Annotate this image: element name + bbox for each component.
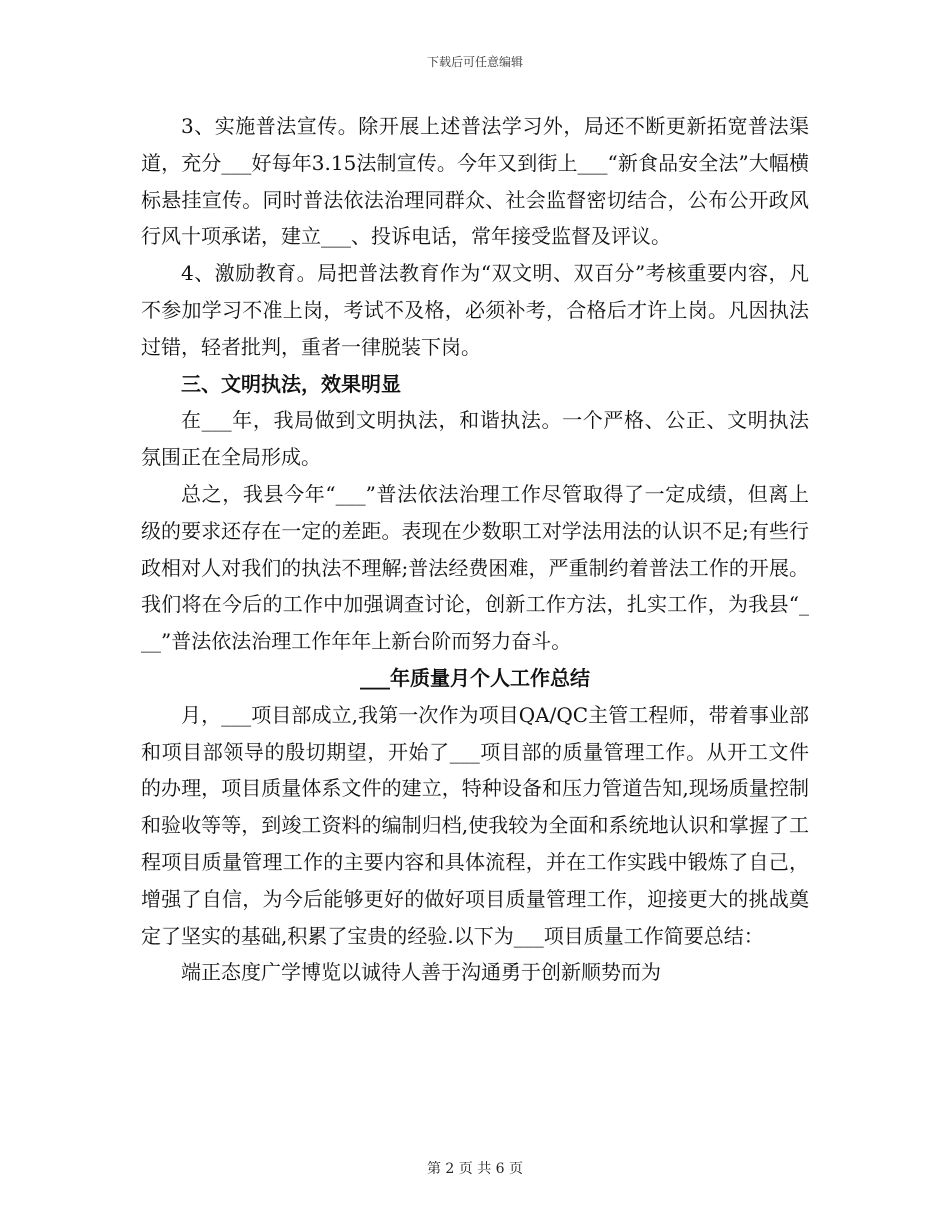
paragraph-conclusion: 总之，我县今年“___”普法依法治理工作尽管取得了一定成绩，但离上级的要求还存在一定的差距。表现在少数职工对学法用法的认识不足;有些行政相对人对我们的执法不理解;普法经费困难，严重制约着普法工作的开展。我们将在今后的工作中加强调查讨论，创新工作方法，扎实工作，为我县“___”普法依法治理工作年年上新台阶而努力奋斗。 — [141, 481, 809, 654]
page-number-footer: 第 2 页 共 6 页 — [426, 1161, 524, 1177]
document-title-quality-summary: ___年质量月个人工作总结 — [360, 665, 590, 690]
section-heading-civilized-enforcement: 三、文明执法，效果明显 — [181, 371, 401, 396]
paragraph-quality-intro: 月，___项目部成立,我第一次作为项目QA/QC主管工程师，带着事业部和项目部领导的殷切期望，开始了___项目部的质量管理工作。从开工文件的办理，项目质量体系文件的建立，特种设备和压力管道告知,现场质量控制和验收等等，到竣工资料的编制归档,使我较为全面和系统地认识和掌握了工程项目质量管理工作的主要内容和具体流程，并在工作实践中锻炼了自己，增强了自信，为今后能够更好的做好项目质量管理工作，迎接更大的挑战奠定了坚实的基础,积累了宝贵的经验.以下为___项目质量工作简要总结： — [141, 702, 809, 948]
paragraph-incentive: 4、激励教育。局把普法教育作为“双文明、双百分”考核重要内容，凡不参加学习不准上岗，考试不及格，必须补考，合格后才许上岗。凡因执法过错，轻者批判，重者一律脱装下岗。 — [141, 261, 809, 359]
paragraph-quality-motto: 端正态度广学博览以诚待人善于沟通勇于创新顺势而为 — [181, 960, 661, 985]
paragraph-enforcement: 在___年，我局做到文明执法，和谐执法。一个严格、公正、文明执法氛围正在全局形成。 — [141, 408, 809, 470]
document-body — [141, 108, 809, 991]
paragraph-publicity: 3、实施普法宣传。除开展上述普法学习外，局还不断更新拓宽普法渠道，充分___好每年3.15法制宣传。今年又到街上___“新食品安全法”大幅横标悬挂宣传。同时普法依法治理同群众、社会监督密切结合，公布公开政风行风十项承诺，建立___、投诉电话，常年接受监督及评议。 — [141, 114, 809, 249]
page-header: 下载后可任意编辑 — [426, 55, 523, 69]
